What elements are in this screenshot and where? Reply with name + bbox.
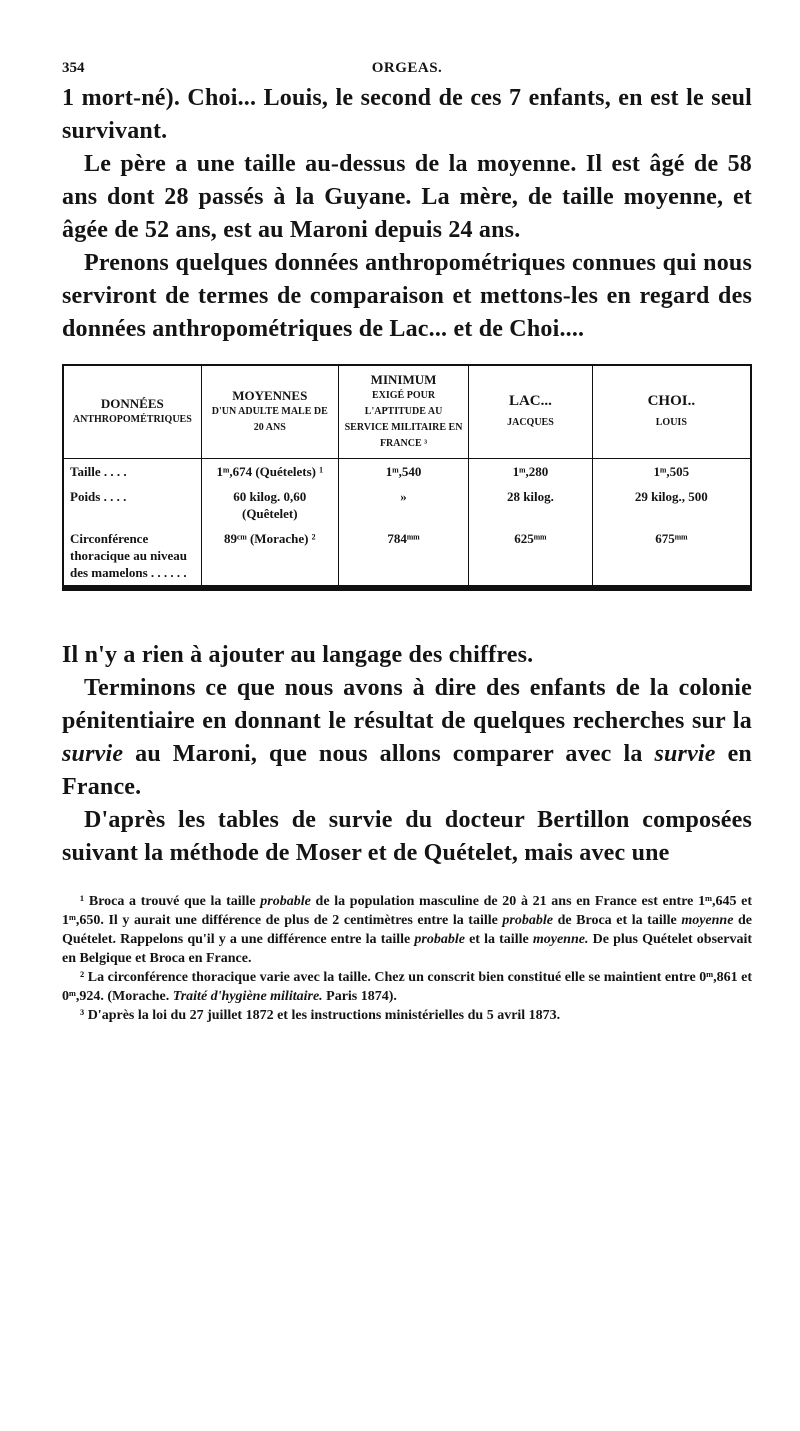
- emphasis: Traité d'hygiène militaire.: [172, 989, 323, 1004]
- emphasis: probable: [260, 894, 311, 909]
- emphasis: probable: [502, 913, 553, 928]
- header-moyennes: [201, 366, 338, 459]
- table-cell: 784ᵐᵐ: [338, 526, 468, 585]
- header-minimum: [338, 366, 468, 459]
- table-cell: Taille . . . .: [70, 464, 127, 479]
- emphasis: probable: [414, 932, 465, 947]
- text-run: en France.: [62, 741, 752, 800]
- text-run: de la population masculine de 20 à 21 ans en France est entre 1ᵐ,645 et 1ᵐ,650. Il y aurait une différence de plus de 2 centimètres entre la taille: [62, 894, 753, 928]
- text-run: de Quételet. Rappelons qu'il y a une différence entre la taille: [62, 913, 753, 947]
- header-main: LAC...: [508, 393, 552, 409]
- header-sub: D'UN ADULTE MALE DE 20 ANS: [211, 406, 328, 433]
- footnote-2: [62, 968, 752, 1006]
- header-sub: EXIGÉ POUR L'APTITUDE AU SERVICE MILITAIRE EN FRANCE ³: [344, 390, 463, 449]
- header-main: DONNÉES: [100, 396, 164, 411]
- text-run: Paris 1874).: [322, 989, 397, 1004]
- page-number: 354: [62, 60, 85, 76]
- header-sub: ANTHROPOMÉTRIQUES: [72, 414, 192, 425]
- table-header-row: [64, 366, 750, 459]
- table-cell: 60 kilog. 0,60 (Quêtelet): [201, 484, 338, 526]
- table-cell: 1ᵐ,674 (Quételets) ¹: [201, 459, 338, 485]
- header-main: MINIMUM: [370, 372, 437, 387]
- table-cell: 29 kilog., 500: [592, 484, 750, 526]
- text-run: ² La circonférence thoracique varie avec la taille. Chez un conscrit bien constitué elle se maintient entre 0ᵐ,861 et 0ᵐ,924. (Morache.: [62, 970, 752, 1004]
- anthropometric-table: [62, 364, 752, 591]
- header-main: MOYENNES: [232, 388, 308, 403]
- emphasis: survie: [654, 741, 716, 767]
- emphasis: survie: [62, 741, 124, 767]
- footnotes: [62, 892, 752, 1025]
- table-cell: 1ᵐ,280: [469, 459, 592, 485]
- header-sub: JACQUES: [507, 417, 554, 428]
- table-row: [64, 459, 750, 485]
- paragraph-5: [62, 672, 752, 804]
- table-row: [64, 484, 750, 526]
- running-title: ORGEAS.: [371, 60, 443, 76]
- table-cell: 1ᵐ,540: [338, 459, 468, 485]
- paragraph-1: 1 mort-né). Choi... Louis, le second de ces 7 enfants, en est le seul survivant.: [62, 85, 752, 144]
- text-run: ¹ Broca a trouvé que la taille: [80, 894, 261, 909]
- paragraph-2: Le père a une taille au-dessus de la moyenne. Il est âgé de 58 ans dont 28 passés à la Guyane. La mère, de taille moyenne, et âgée de 52 ans, est au Maroni depuis 24 ans.: [62, 151, 752, 243]
- header-sub: LOUIS: [655, 417, 687, 428]
- text-run: au Maroni, que nous allons comparer avec la: [123, 741, 655, 767]
- table-cell: »: [338, 484, 468, 526]
- table-cell: 28 kilog.: [469, 484, 592, 526]
- table-cell: 625ᵐᵐ: [469, 526, 592, 585]
- header-choi: [592, 366, 750, 459]
- footnote-3: ³ D'après la loi du 27 juillet 1872 et les instructions ministérielles du 5 avril 1873.: [80, 1008, 561, 1023]
- text-run: Terminons ce que nous avons à dire des enfants de la colonie pénitentiaire en donnant le résultat de quelques recherches sur la: [62, 675, 752, 734]
- emphasis: moyenne.: [532, 932, 589, 947]
- header-main: CHOI..: [647, 393, 696, 409]
- paragraph-4: Il n'y a rien à ajouter au langage des chiffres.: [62, 642, 534, 668]
- header-lac: [469, 366, 592, 459]
- table-cell: 89ᶜᵐ (Morache) ²: [201, 526, 338, 585]
- footnote-1: [62, 892, 752, 968]
- table-cell: 1ᵐ,505: [592, 459, 750, 485]
- table-cell: 675ᵐᵐ: [592, 526, 750, 585]
- body-text: [62, 82, 752, 346]
- text-run: et la taille: [464, 932, 533, 947]
- text-run: de Broca et la taille: [552, 913, 682, 928]
- paragraph-3: Prenons quelques données anthropométriques connues qui nous serviront de termes de comparaison et mettons-les en regard des données anthropométriques de Lac... et de Choi....: [62, 250, 752, 342]
- paragraph-6: D'après les tables de survie du docteur Bertillon composées suivant la méthode de Moser et de Quételet, mais avec une: [62, 807, 752, 866]
- body-text-2: [62, 639, 752, 870]
- table-cell: Circonférence thoracique au niveau des mamelons . . . . . .: [70, 531, 188, 580]
- table-row: [64, 526, 750, 585]
- running-header: [62, 58, 752, 82]
- table-cell: Poids . . . .: [70, 489, 127, 504]
- header-donnees: [64, 366, 201, 459]
- emphasis: moyenne: [681, 913, 734, 928]
- page: [62, 58, 752, 1025]
- text-run: De plus Quételet observait en Belgique et Broca en France.: [62, 932, 753, 966]
